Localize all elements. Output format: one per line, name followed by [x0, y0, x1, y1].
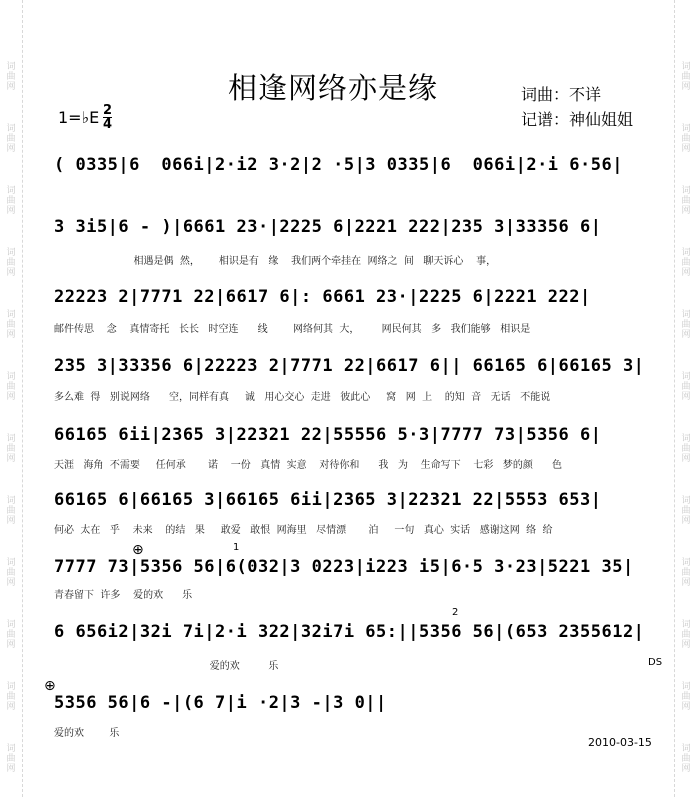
ds-mark: DS [648, 657, 663, 668]
score-row-1: ( 0335|6 066i|2·i2 3·2|2 ·5|3 0335|6 066i|2·i 6·56| [54, 155, 623, 175]
score-row-3: 22223 2|7771 22|6617 6|: 6661 23·|2225 6|2221 222| [54, 287, 591, 307]
watermark-text: 词 曲 网 [681, 372, 691, 402]
score-row-4: 235 3|33356 6|22223 2|7771 22|6617 6|| 66165 6|66165 3| [54, 356, 645, 376]
watermark-text: 词 曲 网 [6, 682, 16, 712]
watermark-text: 词 曲 网 [6, 248, 16, 278]
left-watermark-strip [0, 0, 23, 797]
watermark-text: 词 曲 网 [681, 248, 691, 278]
watermark-text: 词 曲 网 [681, 124, 691, 154]
watermark-text: 词 曲 网 [681, 682, 691, 712]
watermark-text: 词 曲 网 [681, 186, 691, 216]
right-watermark-strip [674, 0, 697, 797]
watermark-text: 词 曲 网 [6, 558, 16, 588]
score-row-8: 6 656i2|32i 7i|2·i 322|32i7i 65:||5356 56|(653 2355612| [54, 622, 645, 642]
lyrics-row-5: 天涯 海角 不需要 任何承 诺 一份 真情 实意 对待你和 我 为 生命写下 七彩 梦的颜 色 [54, 460, 563, 471]
score-row-6: 66165 6|66165 3|66165 6ii|2365 3|22321 22|5553 653| [54, 490, 602, 510]
lyrics-row-8: 爱的欢 乐 [54, 661, 279, 672]
watermark-text: 词 曲 网 [6, 62, 16, 92]
watermark-text: 词 曲 网 [681, 620, 691, 650]
time-signature-top: 2 [103, 103, 113, 118]
lyrics-row-2: 相遇是偶 然， 相识是有 缘 我们两个牵挂在 网络之 间 聊天诉心 事， [54, 256, 497, 267]
watermark-text: 词 曲 网 [681, 62, 691, 92]
watermark-text: 词 曲 网 [6, 496, 16, 526]
watermark-text: 词 曲 网 [6, 310, 16, 340]
watermark-text: 词 曲 网 [681, 434, 691, 464]
watermark-text: 词 曲 网 [6, 124, 16, 154]
key-signature: 1=♭E [58, 108, 100, 127]
lyrics-row-3: 邮件传思 念 真情寄托 长长 时空连 线 网络何其 大， 网民何其 多 我们能够 相识是 [54, 324, 531, 335]
coda-sign-1: ⊕ [132, 542, 144, 558]
watermark-text: 词 曲 网 [6, 186, 16, 216]
transcriber-credit: 记谱：神仙姐姐 [521, 110, 634, 129]
time-signature-bottom: 4 [103, 117, 113, 132]
watermark-text: 词 曲 网 [6, 434, 16, 464]
watermark-text: 词 曲 网 [6, 372, 16, 402]
time-signature [103, 104, 112, 131]
lyrics-row-7: 青春留下 许多 爱的欢 乐 [54, 590, 193, 601]
watermark-text: 词 曲 网 [681, 744, 691, 774]
watermark-text: 词 曲 网 [681, 496, 691, 526]
lyrics-row-4: 多么难 得 别说网络 空，同样有真 诚 用心交心 走进 彼此心 窝 网 上 的知 音 无话 不能说 [54, 392, 551, 403]
ending-1-label: 1 [233, 542, 240, 553]
watermark-text: 词 曲 网 [6, 620, 16, 650]
lyrics-music-credit: 词曲：不详 [521, 85, 602, 104]
score-row-9: 5356 56|6 -|(6 7|i ·2|3 -|3 0|| [54, 693, 387, 713]
score-row-5: 66165 6ii|2365 3|22321 22|55556 5·3|7777 73|5356 6| [54, 425, 602, 445]
coda-sign-2: ⊕ [44, 678, 56, 694]
song-title: 相逢网络亦是缘 [228, 71, 439, 105]
lyrics-row-9: 爱的欢 乐 [54, 728, 120, 739]
score-row-2: 3 3i5|6 - )|6661 23·|2225 6|2221 222|235 3|33356 6| [54, 217, 602, 237]
lyrics-row-6: 何必 太在 乎 未来 的结 果 敢爱 敢恨 网海里 尽情漂 泊 一句 真心 实话 感谢这网 络 给 [54, 525, 553, 536]
watermark-text: 词 曲 网 [681, 558, 691, 588]
watermark-text: 词 曲 网 [681, 310, 691, 340]
ending-2-label: 2 [452, 607, 459, 618]
watermark-text: 词 曲 网 [6, 744, 16, 774]
date-stamp: 2010-03-15 [588, 736, 652, 749]
score-row-7: 7777 73|5356 56|6(032|3 0223|i223 i5|6·5 3·23|5221 35| [54, 557, 634, 577]
